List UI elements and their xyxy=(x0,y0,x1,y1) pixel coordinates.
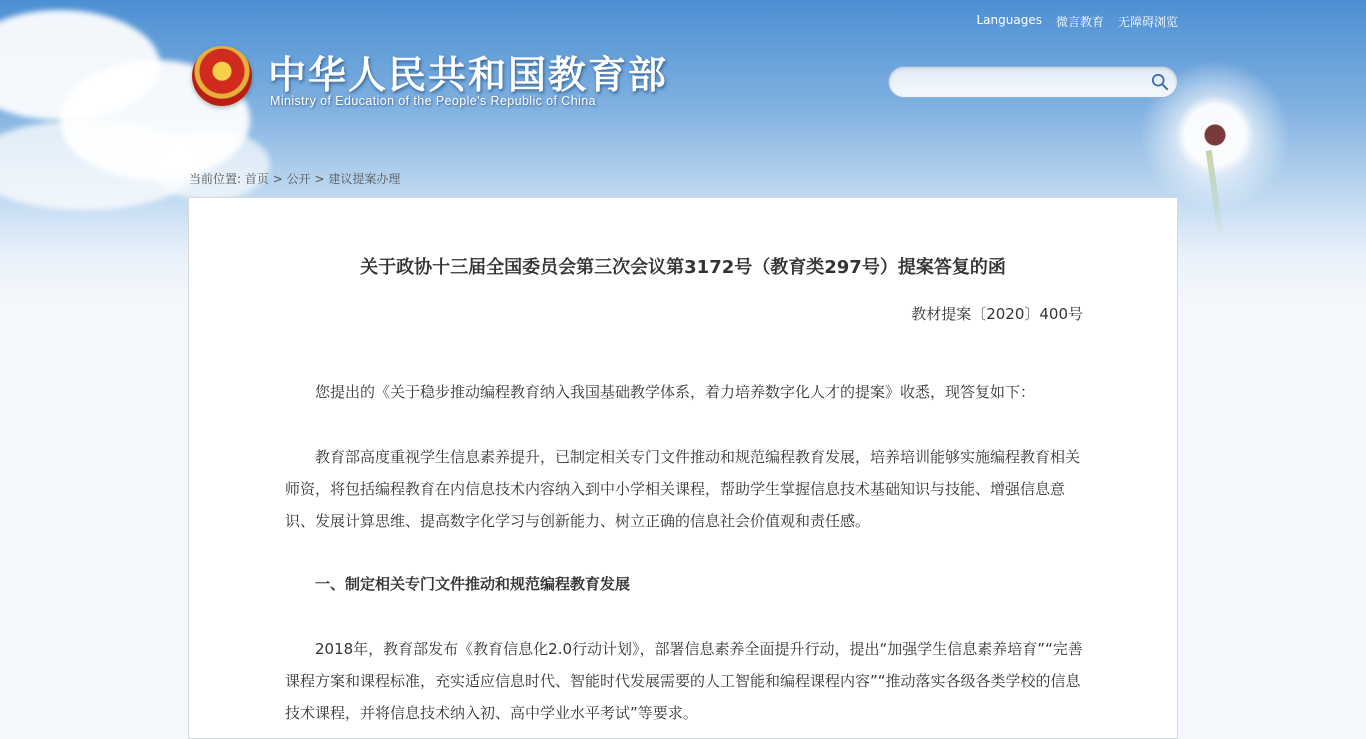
breadcrumb-separator: > xyxy=(314,172,325,186)
document-number: 教材提案〔2020〕400号 xyxy=(911,305,1083,323)
document-title: 关于政协十三届全国委员会第三次会议第3172号（教育类297号）提案答复的函 xyxy=(360,257,1006,278)
paragraph: 教育部高度重视学生信息素养提升，已制定相关专门文件推动和规范编程教育发展，培养培训能够实施编程教育相关师资，将包括编程教育在内信息技术内容纳入到中小学相关课程，帮助学生掌握信息技术基础知识与技能、增强信息意识、发展计算思维、提高数字化学习与创新能力、树立正确的信息社会价值观和责任感。 xyxy=(285,448,1081,530)
breadcrumb-separator: > xyxy=(272,172,283,186)
site-title[interactable]: 中华人民共和国教育部 xyxy=(268,53,669,97)
breadcrumb-public[interactable]: 公开 xyxy=(286,172,311,186)
cloud-decoration xyxy=(150,130,270,200)
section-heading: 一、制定相关专门文件推动和规范编程教育发展 xyxy=(315,575,631,593)
breadcrumb xyxy=(189,170,400,187)
search-input[interactable] xyxy=(901,71,1145,95)
breadcrumb-prefix: 当前位置: xyxy=(189,172,242,186)
paragraph: 2018年，教育部发布《教育信息化2.0行动计划》，部署信息素养全面提升行动，提出“加强学生信息素养培育”“完善课程方案和课程标准，充实适应信息时代、智能时代发展需要的人工智能和编程课程内容”“推动落实各级各类学校的信息技术课程，并将信息技术纳入初、高中学业水平考试”等要求。 xyxy=(285,640,1083,722)
breadcrumb-proposals[interactable]: 建议提案办理 xyxy=(328,172,401,186)
top-links xyxy=(976,13,1178,30)
languages-link[interactable]: Languages xyxy=(976,13,1042,27)
breadcrumb-home[interactable]: 首页 xyxy=(244,172,269,186)
paragraph: 您提出的《关于稳步推动编程教育纳入我国基础教学体系，着力培养数字化人才的提案》收悉，现答复如下： xyxy=(315,383,1036,401)
article-panel xyxy=(188,197,1178,739)
national-emblem-icon xyxy=(192,46,252,106)
weiyan-link[interactable]: 微言教育 xyxy=(1055,15,1104,29)
search-box xyxy=(888,66,1178,98)
site-subtitle: Ministry of Education of the People's Republic of China xyxy=(270,94,596,108)
search-icon[interactable] xyxy=(1151,73,1169,91)
accessibility-link[interactable]: 无障碍浏览 xyxy=(1117,15,1178,29)
